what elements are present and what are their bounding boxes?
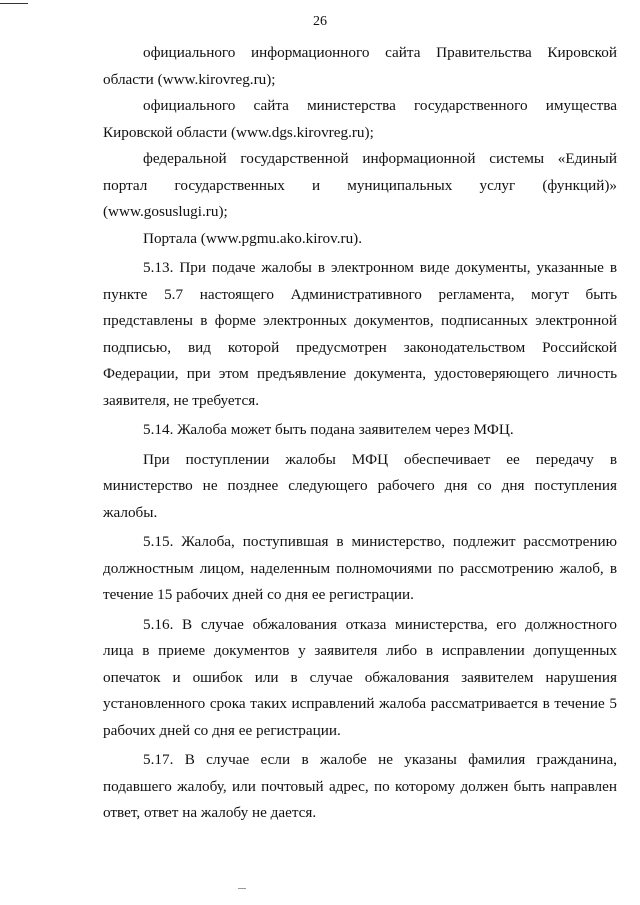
paragraph-regional-portal: Портала (www.pgmu.ako.kirov.ru). <box>143 229 363 247</box>
paragraph-5-17: 5.17. В случае если в жалобе не указаны фамилия гражданина, подавшего жалобу, или почтовый адрес, по которому должен быть направлен ответ, ответ на жалобу не дается. <box>103 751 617 821</box>
paragraph-site-ministry: официального сайта министерства государственного имущества Кировской области (www.dgs.kirovreg.ru); <box>103 97 617 141</box>
corner-rule <box>0 3 28 4</box>
paragraph-5-13: 5.13. При подаче жалобы в электронном виде документы, указанные в пункте 5.7 настоящего Административного регламента, могут быть представлены в форме электронных документов, подписанных электронной подписью, вид которой предусмотрен законодательством Российской Федерации, при этом предъявление документа, удостоверяющего личность заявителя, не требуется. <box>103 259 617 409</box>
paragraph-info-site-government: официального информационного сайта Правительства Кировской области (www.kirovreg.ru); <box>103 44 617 88</box>
paragraph-federal-portal: федеральной государственной информационной системы «Единый портал государственных и муниципальных услуг (функций)» (www.gosuslugi.ru); <box>103 150 617 220</box>
paragraph-5-15: 5.15. Жалоба, поступившая в министерство, подлежит рассмотрению должностным лицом, наделенным полномочиями по рассмотрению жалоб, в течение 15 рабочих дней со дня ее регистрации. <box>103 533 617 603</box>
paragraph-5-14: 5.14. Жалоба может быть подана заявителем через МФЦ. <box>143 421 514 438</box>
paragraph-5-16: 5.16. В случае обжалования отказа министерства, его должностного лица в приеме документов у заявителя либо в исправлении допущенных опечаток и ошибок или в случае обжалования заявителем нарушения установленного срока таких исправлений жалоба рассматривается в течение 5 рабочих дней со дня ее регистрации. <box>103 615 617 739</box>
scan-mark <box>238 888 246 889</box>
paragraph-mfc-transfer: При поступлении жалобы МФЦ обеспечивает ее передачу в министерство не позднее следующего рабочего дня со дня поступления жалобы. <box>103 450 617 521</box>
page-number: 26 <box>313 14 327 29</box>
document-body <box>103 40 617 827</box>
